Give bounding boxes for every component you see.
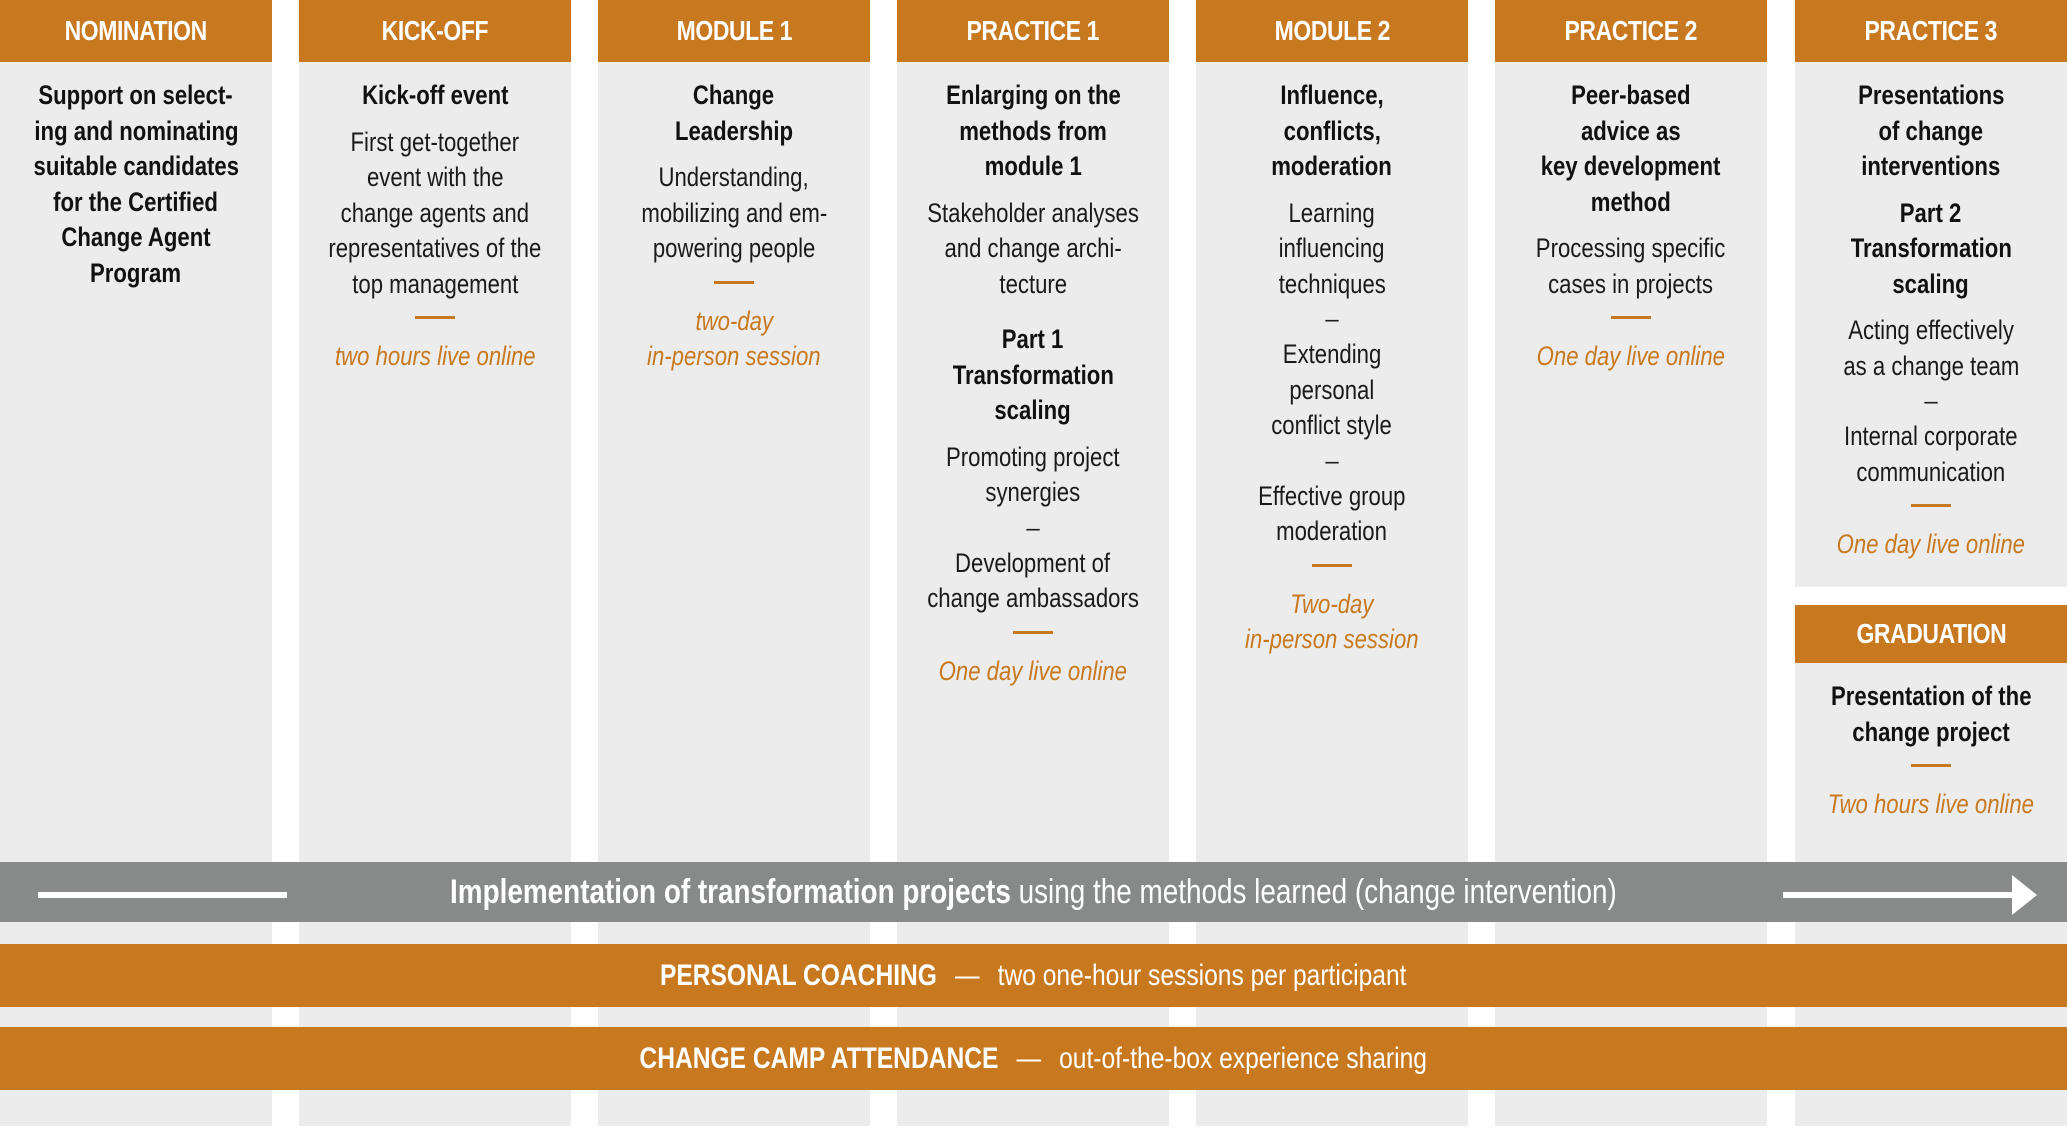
em-dash: — <box>1016 1041 1042 1075</box>
arrow-right-icon <box>2012 875 2037 915</box>
divider-rule <box>1611 316 1651 319</box>
description-line: Acting effectively <box>1848 315 2014 345</box>
separator-dash: – <box>1325 447 1339 475</box>
description-line: change ambassadors <box>927 583 1139 613</box>
change-camp-bar <box>0 1027 2067 1090</box>
title-line: Change Agent <box>61 222 211 252</box>
title-line: Leadership <box>674 115 794 146</box>
format-line: One day live online <box>1836 529 2026 559</box>
description-line: Processing specific <box>1536 233 1726 263</box>
title-line: Program <box>90 257 182 288</box>
part-title-line: Transformation <box>952 359 1114 390</box>
timeline-line-left <box>38 892 287 898</box>
separator-dash: – <box>1924 388 1938 415</box>
description-line: moderation <box>1276 516 1388 546</box>
part-title-line: scaling <box>994 395 1072 425</box>
title-line: Kick-off event <box>361 80 509 110</box>
column-body <box>897 62 1169 689</box>
column-body <box>299 62 571 375</box>
title-line: ing and nominating <box>33 115 239 146</box>
camp-detail: out-of-the-box experience sharing <box>1059 1041 1428 1075</box>
title-line: change project <box>1852 716 2010 747</box>
part-title-line: Transformation <box>1850 233 2012 263</box>
column-body <box>1795 62 2067 563</box>
title-line: Change <box>693 80 775 110</box>
format-line: in-person session <box>1245 624 1419 654</box>
description-line: Effective group <box>1258 480 1406 511</box>
title-line: method <box>1591 186 1671 217</box>
camp-label: CHANGE CAMP ATTENDANCE <box>639 1041 999 1075</box>
coaching-label: PERSONAL COACHING <box>660 958 938 992</box>
title-line: Support on select- <box>38 80 234 110</box>
description-line: techniques <box>1278 268 1386 299</box>
divider-rule <box>1312 564 1352 567</box>
column-header: PRACTICE 3 <box>1795 0 2067 62</box>
description-line: representatives of the <box>328 233 542 263</box>
coaching-detail: two one-hour sessions per participant <box>997 958 1407 992</box>
title-line: Presentations <box>1857 80 2005 110</box>
description-line: personal <box>1289 374 1375 405</box>
title-line: of change <box>1878 115 1984 146</box>
divider-rule <box>1013 631 1053 634</box>
description-line: change agents and <box>340 197 530 228</box>
separator-dash: – <box>1325 306 1339 333</box>
description-line: as a change team <box>1842 350 2020 381</box>
description-line: tecture <box>999 268 1067 299</box>
description-line: Learning <box>1288 197 1376 228</box>
section-gap <box>1795 587 2067 605</box>
title-line: Presentation of the <box>1830 681 2032 711</box>
divider-rule <box>415 316 455 319</box>
implementation-text: Implementation of transformation projects using the methods learned (change intervention) <box>450 872 1617 911</box>
title-line: suitable candidates <box>33 151 239 181</box>
title-line: Enlarging on the <box>945 80 1121 110</box>
column-body <box>1196 62 1468 658</box>
personal-coaching-bar <box>0 944 2067 1007</box>
description-line: Understanding, <box>658 162 810 192</box>
description-line: First get-together <box>350 126 520 157</box>
description-line: and change archi- <box>944 233 1122 263</box>
divider-rule <box>1911 504 1951 507</box>
description-line: synergies <box>985 477 1081 507</box>
implementation-bar <box>0 862 2067 922</box>
part-title-line: scaling <box>1892 268 1970 299</box>
description-line: influencing <box>1279 233 1385 263</box>
format-line: Two-day <box>1290 588 1374 619</box>
title-line: interventions <box>1861 151 2001 181</box>
description-line: Development of <box>955 547 1111 578</box>
title-line: Influence, <box>1280 80 1384 110</box>
description-line: mobilizing and em- <box>641 197 827 228</box>
part-title-line: Part 1 <box>1002 324 1064 354</box>
column-header: MODULE 1 <box>598 0 870 62</box>
format-line: One day live online <box>1536 341 1726 371</box>
graduation-header: GRADUATION <box>1795 605 2067 663</box>
format-line: One day live online <box>938 655 1128 686</box>
description-line: Promoting project <box>946 441 1120 472</box>
divider-rule <box>1911 764 1951 767</box>
description-line: Extending <box>1282 339 1382 369</box>
title-line: module 1 <box>984 151 1082 181</box>
title-line: moderation <box>1271 151 1393 181</box>
description-line: top management <box>351 268 519 299</box>
divider-rule <box>714 281 754 284</box>
column-header: PRACTICE 2 <box>1495 0 1767 62</box>
part-title-line: Part 2 <box>1900 197 1962 228</box>
description-line: conflict style <box>1271 410 1393 440</box>
title-line: advice as <box>1581 115 1681 146</box>
description-line: Internal corporate <box>1844 421 2018 451</box>
title-line: for the Certified <box>53 186 219 217</box>
format-line: in-person session <box>647 341 821 371</box>
column-header: MODULE 2 <box>1196 0 1468 62</box>
column-body <box>598 62 870 375</box>
title-line: conflicts, <box>1283 115 1381 146</box>
title-line: key development <box>1541 151 1721 181</box>
graduation-body <box>1795 663 2067 823</box>
description-line: Stakeholder analyses <box>927 197 1139 228</box>
column-header: KICK-OFF <box>299 0 571 62</box>
description-line: cases in projects <box>1548 268 1714 299</box>
format-line: two hours live online <box>334 341 536 371</box>
description-line: event with the <box>366 162 504 192</box>
column-header: PRACTICE 1 <box>897 0 1169 62</box>
timeline-line-right <box>1783 892 2019 898</box>
em-dash: — <box>955 958 980 992</box>
column-body <box>1495 62 1767 375</box>
description-line: powering people <box>652 233 816 263</box>
description-line: communication <box>1856 456 2006 487</box>
format-line: two-day <box>695 305 773 336</box>
format-line: Two hours live online <box>1827 789 2035 819</box>
column-header: NOMINATION <box>0 0 272 62</box>
column-body <box>0 62 272 291</box>
separator-dash: – <box>1026 514 1040 542</box>
title-line: Peer-based <box>1571 80 1691 110</box>
title-line: methods from <box>959 115 1107 146</box>
